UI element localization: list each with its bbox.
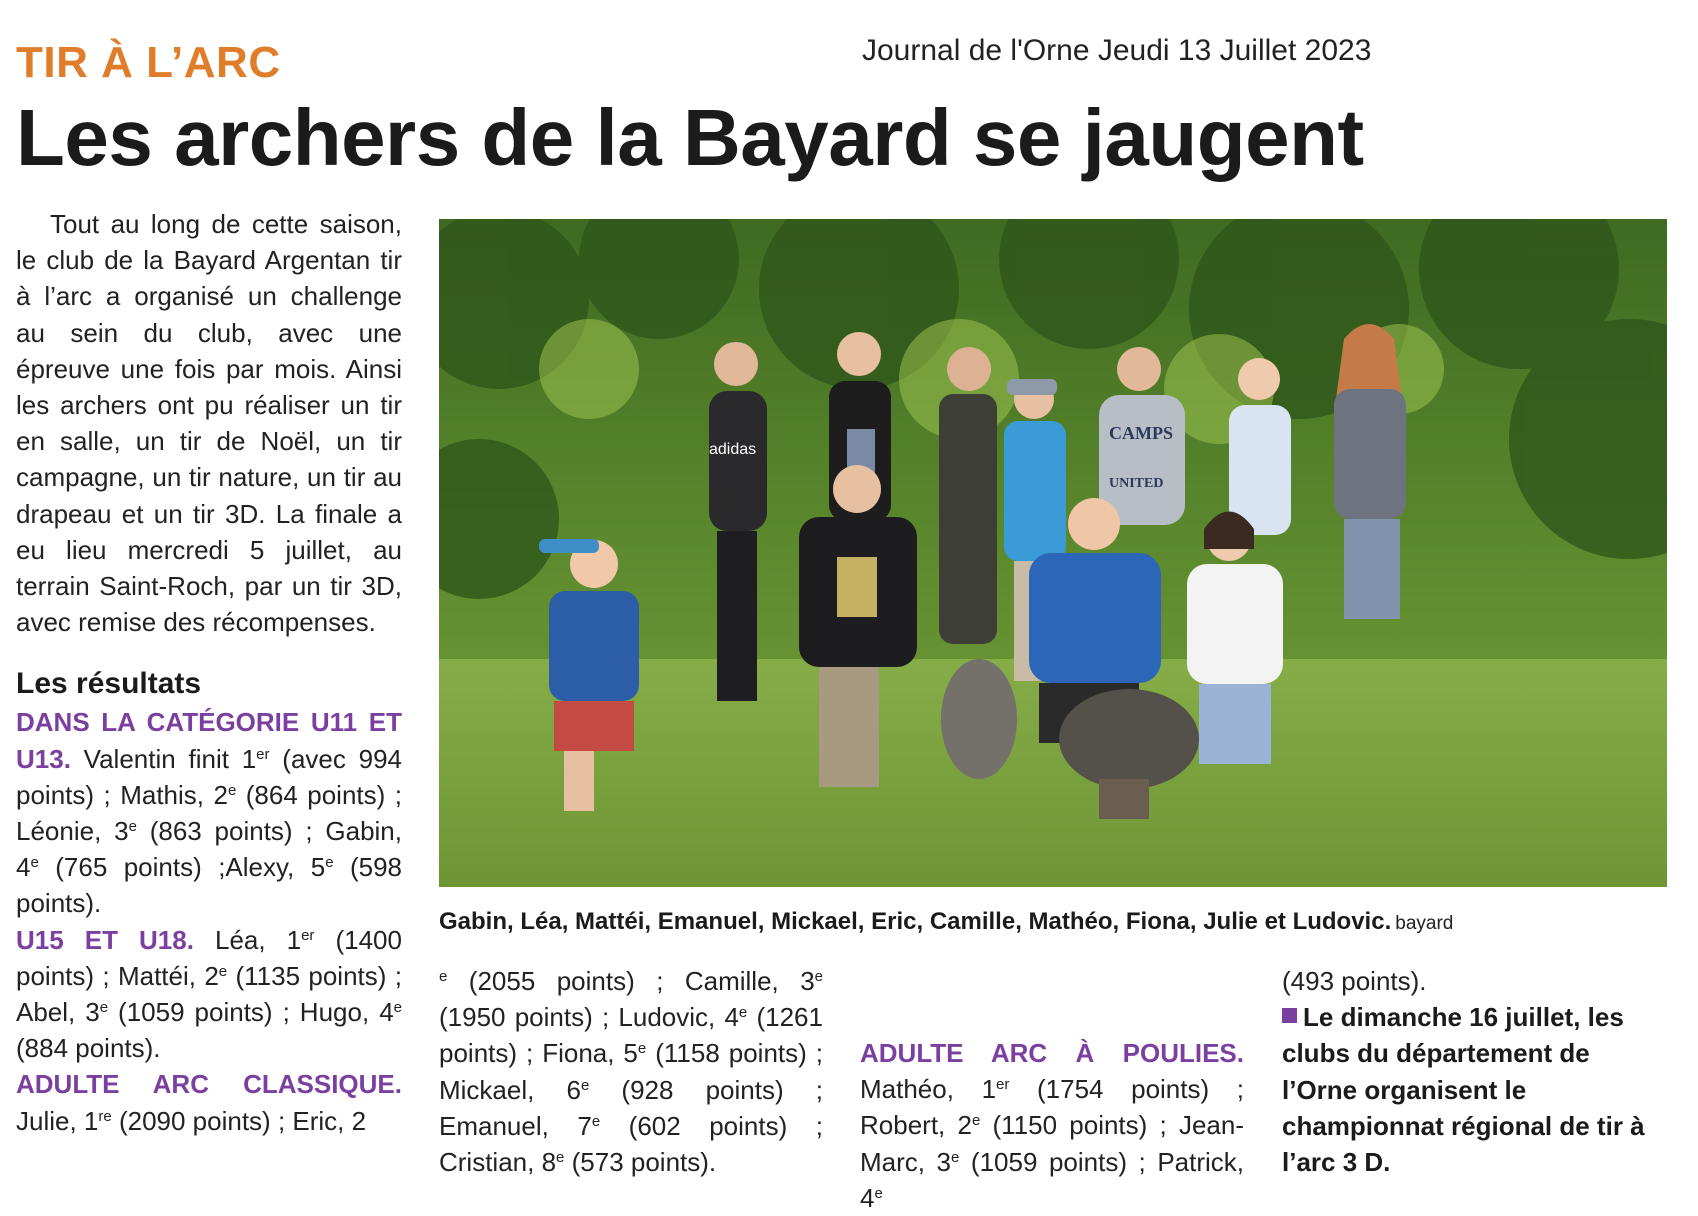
photo-credit: bayard xyxy=(1395,913,1454,934)
result-text: Valentin finit 1 xyxy=(70,743,257,774)
result-u15 xyxy=(16,922,402,1067)
source-line: Journal de l'Orne Jeudi 13 Juillet 2023 xyxy=(862,34,1372,67)
ordinal: re xyxy=(98,1107,112,1125)
category-label: ADULTE ARC À POULIES. xyxy=(860,1038,1244,1068)
result-text: (avec 994 points) ; Mathis, 2 xyxy=(16,743,403,810)
category-label: ADULTE ARC CLASSIQUE. xyxy=(16,1069,402,1100)
photo-caption xyxy=(439,908,1453,936)
result-text: (2055 points) ; Camille, 3 xyxy=(447,966,815,996)
ordinal: er xyxy=(301,926,315,944)
ordinal: e xyxy=(227,781,237,799)
ordinal: e xyxy=(637,1040,647,1058)
result-text: (598 points). xyxy=(16,852,403,919)
result-classique-start xyxy=(16,1066,402,1138)
ordinal-inline: e xyxy=(439,968,448,985)
result-text: (928 points) ; Emanuel, 7 xyxy=(439,1074,823,1141)
section-kicker: TIR À L’ARC xyxy=(16,38,281,87)
bullet-square-icon xyxy=(1282,1008,1297,1023)
notice-paragraph xyxy=(1282,999,1666,1180)
result-poulies-end: (493 points). xyxy=(1282,966,1427,996)
ordinal: er xyxy=(256,745,270,763)
shirt-text: UNITED xyxy=(1109,476,1164,491)
shirt-text: CAMPS xyxy=(1109,423,1173,443)
ordinal: e xyxy=(971,1112,981,1130)
result-text: (1158 points) ; Mickael, 6 xyxy=(439,1038,823,1105)
ordinal: er xyxy=(996,1076,1010,1094)
result-u11 xyxy=(16,704,402,921)
result-text: (602 points) ; Cristian, 8 xyxy=(439,1110,823,1178)
results-title: Les résultats xyxy=(16,667,202,701)
category-label: U15 ET U18. xyxy=(16,924,194,955)
result-text: (1400 points) ; Mattéi, 2 xyxy=(16,924,402,991)
result-text: (1059 points) ; Hugo, 4 xyxy=(108,997,394,1028)
team-photo xyxy=(439,219,1667,887)
column-4 xyxy=(1282,963,1666,1180)
ordinal: e xyxy=(218,962,228,980)
result-text: (2090 points) ; Eric, 2 xyxy=(111,1105,367,1136)
ordinal: e xyxy=(951,1148,960,1166)
result-text: (1261 points) ; Fiona, 5 xyxy=(439,1002,823,1069)
ordinal: e xyxy=(814,968,823,985)
result-text: Julie, 1 xyxy=(16,1105,99,1136)
result-text: Mathéo, 1 xyxy=(860,1074,997,1105)
result-classique-cont xyxy=(439,963,823,1180)
ordinal: e xyxy=(30,854,39,872)
result-text: (1135 points) ; Abel, 3 xyxy=(16,960,402,1028)
result-text: (1950 points) ; Ludovic, 4 xyxy=(439,1002,739,1033)
notice-text: Le dimanche 16 juillet, les clubs du département de l’Orne organisent le championnat régional de tir à l’arc 3 D. xyxy=(1282,1002,1645,1178)
ordinal: e xyxy=(874,1184,883,1202)
column-1 xyxy=(16,206,402,1139)
result-text: (1754 points) ; Robert, 2 xyxy=(860,1074,1244,1141)
ordinal: e xyxy=(393,999,402,1017)
result-text: (1150 points) ; Jean-Marc, 3 xyxy=(860,1110,1244,1177)
column-3 xyxy=(860,1035,1244,1216)
ordinal: e xyxy=(128,818,137,836)
result-text: (1059 points) ; Patrick, 4 xyxy=(860,1146,1244,1213)
ordinal: e xyxy=(580,1076,590,1094)
shirt-text: adidas xyxy=(709,441,757,458)
ordinal: e xyxy=(556,1149,565,1167)
result-text: (863 points) ; Gabin, 4 xyxy=(16,816,402,883)
caption-text: Gabin, Léa, Mattéi, Emanuel, Mickael, Eric, Camille, Mathéo, Fiona, Julie et Ludovic. xyxy=(439,908,1392,935)
ordinal: e xyxy=(591,1112,601,1130)
result-text: (765 points) ;Alexy, 5 xyxy=(38,852,326,883)
intro-paragraph: Tout au long de cette saison, le club de la Bayard Argentan tir à l’arc a organisé un challenge au sein du club, avec une épreuve une fois par mois. Ainsi les archers ont pu réaliser un tir en salle, un tir de Noël, un tir campagne, un tir nature, un tir au drapeau et un tir 3D. La finale a eu lieu mercredi 5 juillet, au terrain Saint-Roch, par un tir 3D, avec remise des récompenses. xyxy=(16,209,402,638)
result-poulies xyxy=(860,1035,1244,1216)
result-text: (884 points). xyxy=(16,1033,161,1064)
column-2 xyxy=(439,963,823,1180)
result-text: (573 points). xyxy=(564,1147,717,1178)
category-label: DANS LA CATÉGORIE U11 ET U13. xyxy=(16,707,402,774)
ordinal: e xyxy=(738,1004,748,1022)
headline: Les archers de la Bayard se jaugent xyxy=(16,93,1364,182)
result-text: (864 points) ; Léonie, 3 xyxy=(16,779,402,847)
ordinal: e xyxy=(99,999,109,1017)
ordinal: e xyxy=(325,854,334,872)
result-text: Léa, 1 xyxy=(193,924,302,955)
